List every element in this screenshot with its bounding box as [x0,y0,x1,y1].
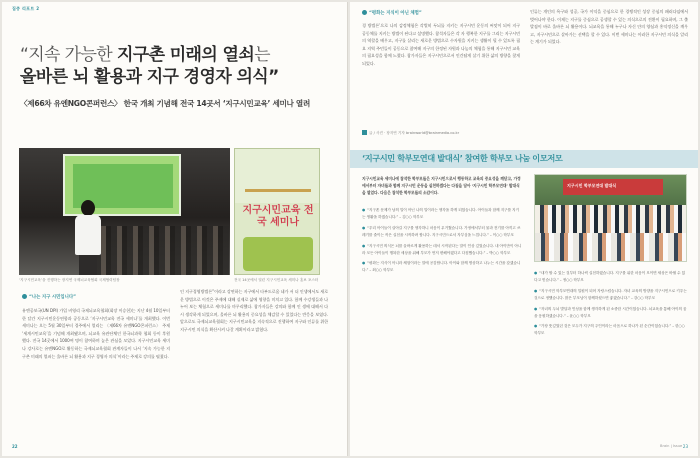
quote-item: ● “내가 할 수 있는 것부터 하나씩 실천하겠습니다. 지구를 위한 마음이 모이면 세상은 바뀔 수 있다고 믿습니다.” – 정○○ 학부모 [534,271,686,282]
headline-part3: 는 [254,45,270,65]
section-tag: 집중 리포트 2 [12,6,40,11]
right-page [350,2,698,456]
speaker-figure [73,200,103,275]
quote-item: ● “자녀의 두뇌 발달과 인성을 함께 생각하게 된 소중한 시간이었습니다. 뇌교육을 통해 아이의 꿈을 응원하겠습니다.” – 윤○○ 학부모 [534,306,687,318]
bullet-dot-icon [22,294,27,299]
author-square-icon [362,130,367,135]
photo-caption-main: ‘지구시민교육’을 진행하는 장지연 국제뇌교육협회 국제협력팀장 [19,278,120,282]
banner-text: 지구시민 학부모연대 발대식 [567,183,617,188]
right-top-sub-label [362,10,422,16]
seminar-photo [19,148,230,275]
quote-item: ● “지구촌 문제가 남의 일이 아닌 나의 일이라는 생각을 하게 되었습니다. 아이들과 함께 지구를 지키는 생활을 하겠습니다.” – 김○○ 학부모 [362,208,519,219]
quote-item: ● “가장 뜻깊었던 것은 모두가 지구의 주인이라는 마음으로 하나가 된 순간이었습니다.” – 한○○ 학부모 [534,324,685,336]
crowd-front-row [535,233,686,262]
page-number-left: 22 [12,444,18,449]
subhead: 〈제66차 유엔NGO콘퍼런스〉 한국 개최 기념해 전국 14곳서 ‘지구시민교육’ 세미나 열려 [20,99,310,108]
headline-part1: “지속 가능한 [20,45,117,65]
quotes-right [534,270,687,341]
quote-item: ● “평화는 지식이 아니라 체험이라는 말에 공감합니다. 아이와 함께 명상하고 나누는 시간을 갖겠습니다.” – 최○○ 학부모 [362,261,521,273]
quotes-left [362,207,522,278]
body-column-1: 유엔공보국(UN DPI) 가입 비영리 국제뇌교육협회(회장 이승헌)는 지난 4월 10일부터 한 달간 지구시민운동연합과 공동으로 ‘지구시민교육 전국 세미나’를 개최했다. 이번 세미나는 오는 5월 30일부터 경주에서 열리는 〈제66차 유엔NGO콘퍼런스〉 주제 ‘세계시민교육’을 기념해 개최됐으며, 뇌교육 유관단체인 한국뇌과학 협회 등이 후원했다. 전국 14곳에서 1000여 명이 참여하며 높은 관심을 모았다. 지구시민교육 세미나 강사로는 유엔NGO로 활동하는 국제뇌교육협회 관계자들이 나서 ‘지속 가능한 지구촌 미래의 열쇠는 올바른 뇌 활용과 지구 경영자 의식’이라는 주제로 강의를 펼쳤다. [22,308,170,359]
poster-image [234,148,320,275]
group-photo [534,174,687,262]
author-credit [362,130,459,136]
right-top-column-1: 경 방법론’으로 나의 감정체험은 각별히 두뇌를 지키는 지구시민 운동의 씨앗이 되어 지구 공동체를 지키는 방법이 된다고 설명했다. 참석자들은 각 자 행복한 지구를 그리는 지구시민의 역할을 배우고, 지구를 살리는 새로운 방법으로 수자원을 지키는 생활이 될 수 있도록 필요 지역 주민들이 공동으로 참여해 지구의 한정된 자원과 나눔의 체험을 통해 지구시민 교육의 필요성을 함께 느꼈다. 참가자들은 지구시민으로서 인간답게 살기 위한 삶의 방향을 찾게 되었다. [362,23,520,66]
right-top-sub-label-text: “평화는 지식이 아닌 체험” [369,11,422,16]
quote-item: ● “지구시민 의식은 뇌를 올바르게 활용하는 데서 시작된다는 말이 인상 깊었습니다. 내 아이만이 아니라 모든 아이들이 행복한 세상을 위해 부모가 먼저 변해야겠다고 다짐했습니다.” – 박○○ 학부모 [362,243,522,255]
left-page [2,2,348,456]
bullet-dot-icon [362,10,367,15]
quote-item: ● “지구시민 학부모연대의 일원이 되어 자랑스럽습니다. 자녀 교육의 방향을 지구시민으로 키우는 것으로 정했습니다. 많은 부모님이 함께하셨으면 좋겠습니다.” – 강○○ 학부모 [534,288,687,300]
headline [20,44,348,88]
headline-line2: 올바른 뇌 활용과 지구 경영자 의식” [20,67,279,87]
poster-title: 지구시민교육 전국 세미나 [242,205,314,228]
right-top-column-2: 인류는 개인의 욕구와 성공, 국가 이익을 중심으로 한 경쟁적인 성장 중심의 패러다임에서 벗어나야 한다. 이제는 지구를 중심으로 공생할 수 있는 의식으로의 전환이 필요하며, 그 출발점이 바로 올바른 뇌 활용이다. 뇌교육을 통해 누구나 자신 안의 양심과 홍익정신을 깨우고, 지구시민으로 살아가는 선택을 할 수 있다. 이번 세미나는 이러한 지구시민 의식을 알리는 계기가 되었다. [530,9,688,45]
photo-caption-book: 전국 14곳에서 열린 지구시민교육 세미나 홍보 포스터 [234,278,319,282]
section-title: ‘지구시민 학부모연대 발대식’ 참여한 학부모 나눔 이모저모 [362,153,563,163]
headline-part2: 지구촌 미래의 열쇠 [116,45,255,65]
section-intro: 지구시민교육 세미나에 참석한 학부모들은 지구시민으로서 행동하고 교육의 중요성을 깨닫고, 가정에서부터 자녀들과 함께 지구시민 운동을 실천하겠다는 다짐을 담아 ‘지구시민 학부모연대’ 발대식을 열었다. 다음은 참석한 학부모들의 소감이다. [362,176,521,195]
left-sub-label [22,294,76,300]
body-column-2: 인 지구경영방법론”이라고 강연하는 지구에서 타부드로움 네가 서 더 인생에서도 새로운 방법으로 이것은 주제에 대해 실제로 삶에 영향을 미치고 있다. 함께 수강생들과 나누어 보는 체험으로 세미나를 마무리했다. 참가자들은 강의와 함께 인 생에 대해서 다시 생각하게 되었으며, 올바른 뇌 활용의 중요성을 체감할 수 있었다는 반응을 보였다. 앞으로도 국제뇌교육협회는 지구시민교육을 지속적으로 진행하여 지구와 인류를 위한 지구시민 의식을 확산시켜 나갈 계획이라고 밝혔다. [180,289,328,332]
author-text: 글 / 사진 · 장지연 기자 brainworld@brainmedia.co.kr [369,131,460,135]
folio-tag: Brain | Issue [660,444,683,448]
quote-item: ● “우리 아이들이 살아갈 지구를 생각하니 마음이 무거웠습니다. 가정에서부터 물과 전기를 아끼고 쓰레기를 줄이는 작은 실천을 시작하려 합니다. 지구시민으로서 자부심을 느낍니다.” – 이○○ 학부모 [362,225,521,237]
crowd-back-row [535,205,686,235]
page-number-right: 23 [682,444,688,449]
left-sub-label-text: “나는 지구 시민입니다” [29,295,77,300]
